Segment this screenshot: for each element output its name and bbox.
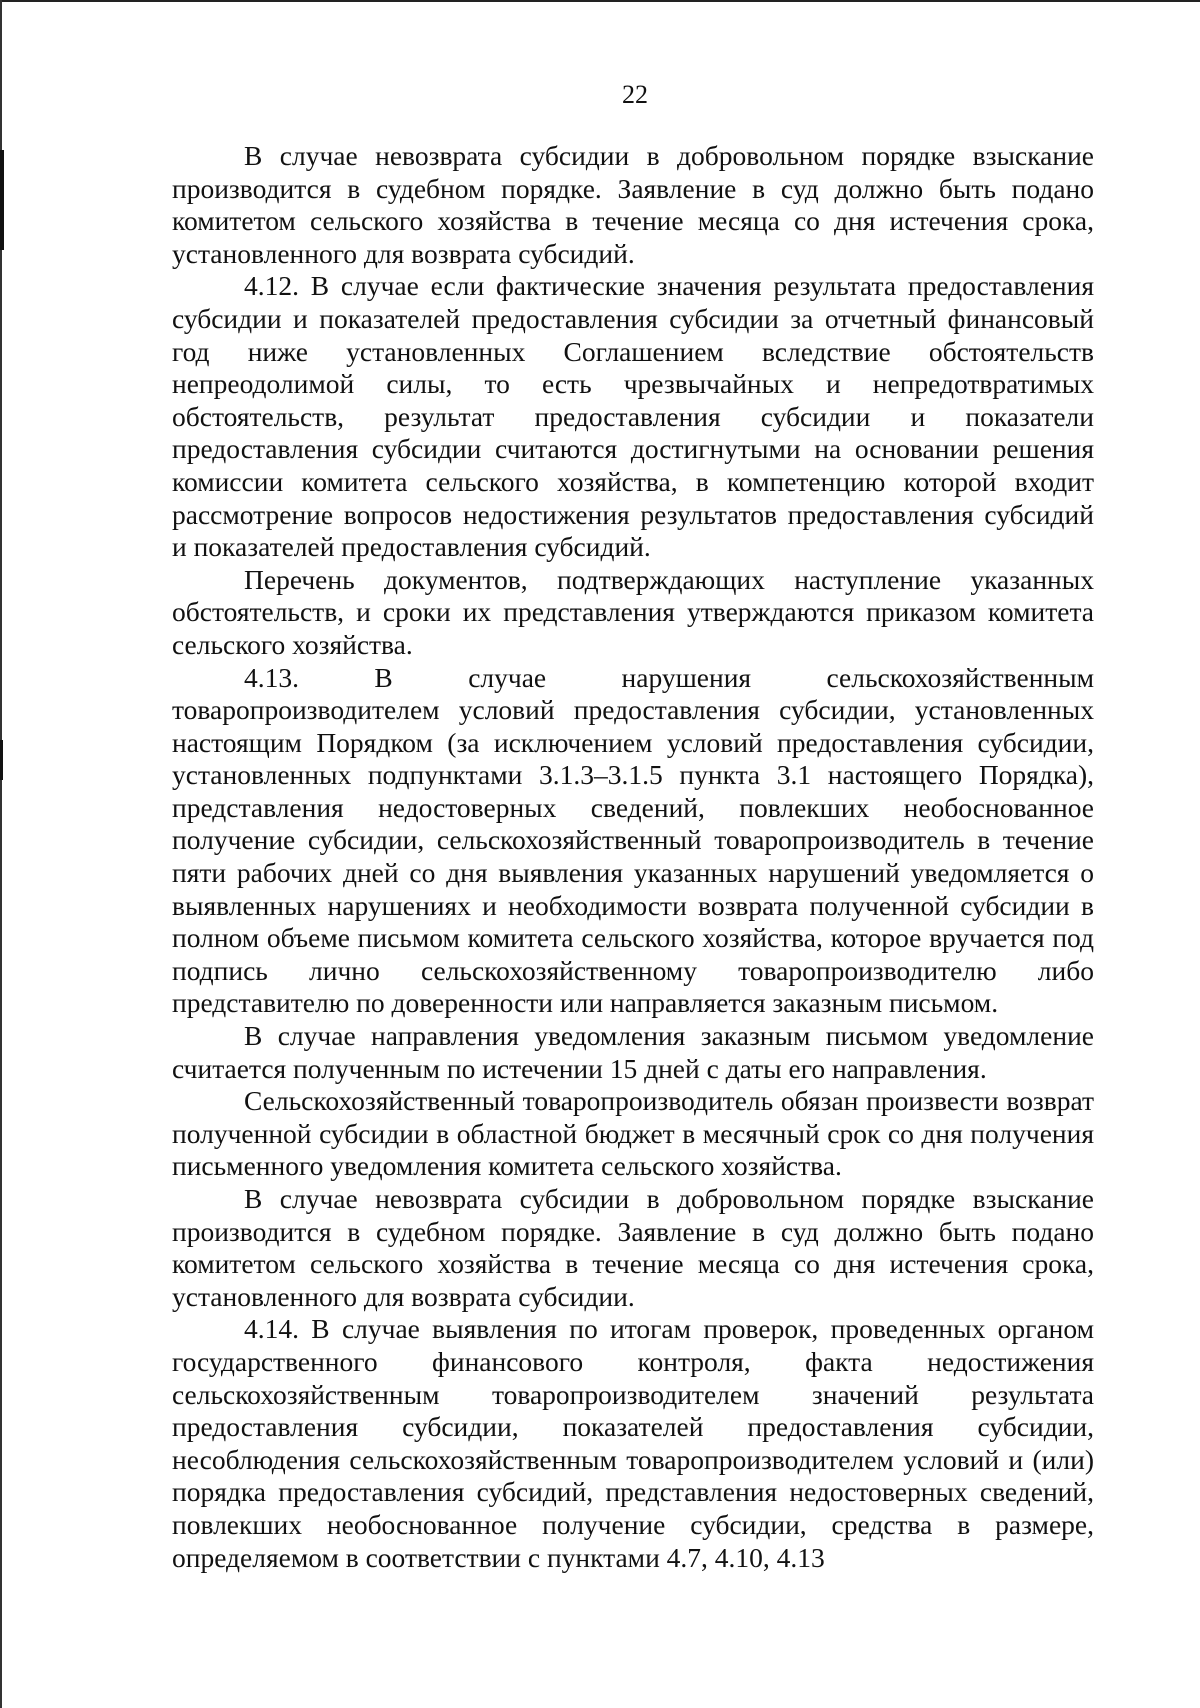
paragraph: 4.14. В случае выявления по итогам проверок, проведенных органом государственного финансового контроля, факта недостижения сельскохозяйственным товаропроизводителем значений результата предоставления субсидии, показателей предоставления субсидии, несоблюдения сельскохозяйственным товаропроизводителем условий и (или) порядка предоставления субсидий, представления недостоверных сведений, повлекших необоснованное получение субсидии, средства в размере, определяемом в соответствии с пунктами 4.7, 4.10, 4.13 xyxy=(172,1313,1094,1573)
paragraph: В случае направления уведомления заказным письмом уведомление считается полученным по истечении 15 дней с даты его направления. xyxy=(172,1020,1094,1084)
page-number: 22 xyxy=(622,80,648,109)
scan-edge-top xyxy=(0,0,1200,2)
scan-mark xyxy=(0,740,3,780)
paragraph: Перечень документов, подтверждающих наступление указанных обстоятельств, и сроки их представления утверждаются приказом комитета сельского хозяйства. xyxy=(172,563,1094,660)
scan-mark xyxy=(0,150,4,250)
paragraph: Сельскохозяйственный товаропроизводитель обязан произвести возврат полученной субсидии в областной бюджет в месячный срок со дня получения письменного уведомления комитета сельского хозяйства. xyxy=(172,1085,1094,1182)
paragraph: 4.13. В случае нарушения сельскохозяйственным товаропроизводителем условий предоставления субсидии, установленных настоящим Порядком (за исключением условий предоставления субсидии, установленных подпунктами 3.1.3–3.1.5 пункта 3.1 настоящего Порядка), представления недостоверных сведений, повлекших необоснованное получение субсидии, сельскохозяйственный товаропроизводитель в течение пяти рабочих дней со дня выявления указанных нарушений уведомляется о выявленных нарушениях и необходимости возврата полученной субсидии в полном объеме письмом комитета сельского хозяйства, которое вручается под подпись лично сельскохозяйственному товаропроизводителю либо представителю по доверенности или направляется заказным письмом. xyxy=(172,661,1094,1019)
document-body xyxy=(172,140,1094,1574)
paragraph: В случае невозврата субсидии в добровольном порядке взыскание производится в судебном порядке. Заявление в суд должно быть подано комитетом сельского хозяйства в течение месяца со дня истечения срока, установленного для возврата субсидии. xyxy=(172,1183,1094,1312)
scan-edge-left xyxy=(0,0,2,1708)
paragraph: В случае невозврата субсидии в добровольном порядке взыскание производится в судебном порядке. Заявление в суд должно быть подано комитетом сельского хозяйства в течение месяца со дня истечения срока, установленного для возврата субсидий. xyxy=(172,140,1094,269)
paragraph: 4.12. В случае если фактические значения результата предоставления субсидии и показателей предоставления субсидии за отчетный финансовый год ниже установленных Соглашением вследствие обстоятельств непреодолимой силы, то есть чрезвычайных и непредотвратимых обстоятельств, результат предоставления субсидии и показатели предоставления субсидии считаются достигнутыми на основании решения комиссии комитета сельского хозяйства, в компетенцию которой входит рассмотрение вопросов недостижения результатов предоставления субсидий и показателей предоставления субсидий. xyxy=(172,270,1094,563)
